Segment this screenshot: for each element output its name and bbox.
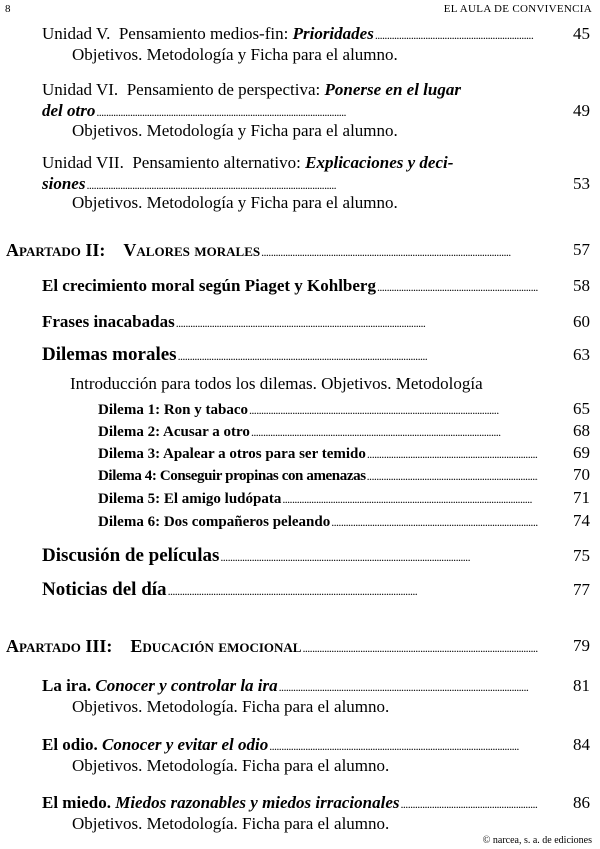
dot-leader <box>375 24 534 45</box>
page-number: 86 <box>573 793 590 812</box>
unit-subtitle: Objetivos. Metodología y Ficha para el alumno. <box>72 193 398 212</box>
dot-leader <box>86 174 536 195</box>
entry-title: Dilema 3: Apalear a otros para ser temido <box>98 446 366 462</box>
page-number: 69 <box>573 443 590 462</box>
toc-entry-dilema-1 <box>98 399 544 420</box>
entry-title: Dilema 1: Ron y tabaco <box>98 402 248 418</box>
entry-italic: Conocer y controlar la ira <box>95 676 278 695</box>
dot-leader <box>302 636 538 658</box>
unit-label: Unidad VI. <box>42 80 119 99</box>
toc-entry-crecimiento <box>42 276 544 297</box>
unit-italic: Prioridades <box>292 24 374 43</box>
toc-entry-unidad-vii <box>42 153 542 195</box>
page-number: 74 <box>573 511 590 530</box>
entry-title: El odio. <box>42 735 98 754</box>
dot-leader <box>176 312 538 333</box>
page-number: 71 <box>573 488 590 507</box>
entry-title: La ira. <box>42 676 92 695</box>
apartado-label: Apartado II: <box>6 240 106 260</box>
unit-italic-line2: siones <box>42 174 86 193</box>
page-number: 79 <box>573 636 590 655</box>
dot-leader <box>96 101 536 122</box>
toc-apartado-ii <box>6 240 544 262</box>
header-book-title: EL AULA DE CONVIVENCIA <box>443 3 592 15</box>
dot-leader <box>282 488 538 509</box>
dot-leader <box>367 443 538 464</box>
entry-title: Dilemas morales <box>42 344 177 365</box>
apartado-title: Valores morales <box>123 240 261 260</box>
toc-entry-unidad-vi <box>42 80 542 122</box>
toc-entry-dilema-6 <box>98 511 544 532</box>
toc-entry-dilema-5 <box>98 488 544 509</box>
page-number: 77 <box>573 580 590 599</box>
unit-subtitle: Objetivos. Metodología y Ficha para el alumno. <box>72 121 398 140</box>
entry-title: Noticias del día <box>42 579 167 600</box>
dot-leader <box>269 735 538 756</box>
unit-italic-line2: del otro <box>42 101 96 120</box>
page-number: 57 <box>573 240 590 259</box>
entry-title: El miedo. <box>42 793 111 812</box>
page-number: 68 <box>573 421 590 440</box>
dilemas-intro: Introducción para todos los dilemas. Objetivos. Metodología <box>70 374 483 393</box>
header-page-number: 8 <box>5 3 11 15</box>
toc-entry-unidad-v <box>42 24 540 45</box>
entry-italic: Conocer y evitar el odio <box>102 735 269 754</box>
page-number: 65 <box>573 399 590 418</box>
toc-entry-ira <box>42 676 544 697</box>
toc-entry-peliculas <box>42 546 544 567</box>
unit-label: Unidad VII. <box>42 153 124 172</box>
toc-entry-odio <box>42 735 544 756</box>
toc-entry-frases <box>42 312 544 333</box>
page-number: 75 <box>573 546 590 565</box>
entry-subtitle: Objetivos. Metodología. Ficha para el alumno. <box>72 756 390 775</box>
unit-desc: Pensamiento de perspectiva: <box>126 80 321 99</box>
dot-leader <box>401 793 539 814</box>
toc-entry-dilema-2 <box>98 421 544 442</box>
unit-label: Unidad V. <box>42 24 111 43</box>
page-number: 58 <box>573 276 590 295</box>
dot-leader <box>367 465 538 486</box>
dot-leader <box>220 546 538 567</box>
toc-entry-dilemas <box>42 345 544 366</box>
page-number: 45 <box>573 24 590 43</box>
page-number: 60 <box>573 312 590 331</box>
unit-italic-line1: Ponerse en el lugar <box>324 80 461 99</box>
toc-entry-dilema-4 <box>98 465 544 486</box>
dot-leader <box>331 511 538 532</box>
entry-title: Dilema 5: El amigo ludópata <box>98 491 282 507</box>
entry-italic: Miedos razonables y miedos irracionales <box>115 793 400 812</box>
apartado-title: Educación emocional <box>130 636 302 656</box>
entry-title: El crecimiento moral según Piaget y Kohlberg <box>42 276 376 295</box>
toc-entry-miedo <box>42 793 544 814</box>
page-number: 53 <box>573 174 590 193</box>
entry-title: Dilema 6: Dos compañeros peleando <box>98 514 331 530</box>
toc-entry-dilema-3 <box>98 443 544 464</box>
dot-leader <box>251 421 538 442</box>
dot-leader <box>377 276 538 297</box>
entry-subtitle: Objetivos. Metodología. Ficha para el alumno. <box>72 814 390 833</box>
toc-apartado-iii <box>6 636 544 658</box>
dot-leader <box>249 399 538 420</box>
apartado-label: Apartado III: <box>6 636 113 656</box>
entry-subtitle: Objetivos. Metodología. Ficha para el alumno. <box>72 697 390 716</box>
entry-title: Discusión de películas <box>42 545 220 566</box>
unit-italic-line1: Explicaciones y deci- <box>305 153 454 172</box>
unit-desc: Pensamiento alternativo: <box>132 153 301 172</box>
entry-title: Dilema 4: Conseguir propinas con amenazas <box>98 468 366 484</box>
page-number: 63 <box>573 345 590 364</box>
dot-leader <box>261 240 538 262</box>
page-number: 84 <box>573 735 590 754</box>
entry-title: Dilema 2: Acusar a otro <box>98 424 250 440</box>
dot-leader <box>168 580 538 601</box>
dot-leader <box>279 676 538 697</box>
unit-desc: Pensamiento medios-fin: <box>118 24 289 43</box>
unit-subtitle: Objetivos. Metodología y Ficha para el alumno. <box>72 45 398 64</box>
page-number: 70 <box>573 465 590 484</box>
entry-title: Frases inacabadas <box>42 312 175 331</box>
page-number: 81 <box>573 676 590 695</box>
dot-leader <box>178 345 538 366</box>
footer-publisher: © narcea, s. a. de ediciones <box>482 835 592 846</box>
page-number: 49 <box>573 101 590 120</box>
toc-entry-noticias <box>42 580 544 601</box>
